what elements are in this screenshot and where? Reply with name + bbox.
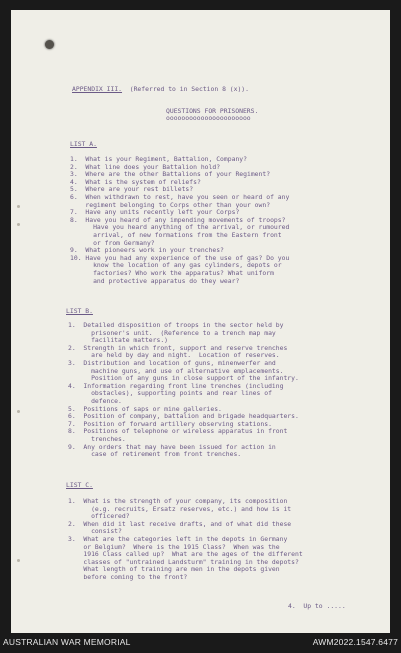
document-page: [11, 10, 390, 633]
appendix-heading: [72, 86, 249, 94]
list-b-label: LIST B.: [66, 307, 93, 315]
list-item: 8. Have you heard of any impending movements of troops? Have you heard anything of the arrival, or rumoured arrival, of new formations from the Eastern front or from Germany?: [70, 215, 290, 247]
list-item: 10. Have you had any experience of the use of gas? Do you know the location of any gas cylinders, depots or factories? Who work the apparatus? What uniform and protective apparatus do they wear?: [70, 253, 290, 285]
list-item: 9. What pioneers work in your trenches?: [70, 246, 224, 255]
footer-institution: AUSTRALIAN WAR MEMORIAL: [3, 637, 131, 647]
list-a: [70, 156, 289, 285]
list-item: 4. Information regarding front line trenches (including obstacles), supporting points and rear lines of defence.: [68, 381, 284, 405]
list-item: 7. Have any units recently left your Corps?: [70, 208, 240, 217]
list-item: 3. Distribution and location of guns, minenwerfer and machine guns, and use of alternative emplacements. Position of any guns in close support of the infantry.: [68, 358, 299, 383]
list-item: 5. Where are your rest billets?: [70, 185, 194, 194]
pin-icon: [45, 40, 54, 49]
document-title: QUESTIONS FOR PRISONERS.: [166, 107, 259, 115]
list-item: 6. When withdrawn to rest, have you seen or heard of any regiment belonging to Corps other than your own?: [70, 192, 290, 209]
footer-catalogue-number: AWM2022.1547.6477: [312, 637, 398, 647]
list-item: 5. Positions of saps or mine galleries.: [68, 404, 222, 413]
list-item: 2. What line does your Battalion hold?: [70, 162, 221, 171]
appendix-reference: (Referred to in Section 8 (x)).: [129, 85, 250, 93]
list-item: 2. When did it last receive drafts, and of what did these consist?: [68, 519, 292, 536]
list-item: 1. Detailed disposition of troops in the sector held by prisoner's unit. (Reference to a trench map may facilitate matters.): [68, 321, 284, 345]
title-rule: oooooooooooooooooooooo: [166, 114, 251, 122]
list-item: 3. What are the categories left in the depots in Germany or Belgium? Where is the 1915 Class? When was the 1916 Class called up? What are the ages of the different classes of "untrained Landsturm" training in the depots? What length of training are men in the depots given before coming to the front?: [68, 534, 303, 581]
list-item: 2. Strength in which front, support and reserve trenches are held by day and night. Location of reserves.: [68, 343, 288, 360]
list-item: 1. What is your Regiment, Battalion, Company?: [70, 155, 247, 163]
list-c: [68, 498, 303, 582]
list-c-label: LIST C.: [66, 481, 93, 489]
continuation-note: 4. Up to .....: [288, 602, 346, 610]
list-item: 6. Position of company, battalion and brigade headquarters.: [68, 412, 299, 421]
list-item: 3. Where are the other Battalions of your Regiment?: [70, 170, 271, 179]
list-a-label: LIST A.: [70, 140, 97, 148]
list-item: 1. What is the strength of your company, its composition (e.g. recruits, Ersatz reserves, etc.) and how is it officered?: [68, 497, 292, 521]
appendix-label: APPENDIX III.: [72, 85, 123, 93]
list-item: 9. Any orders that may have been issued for action in case of retirement from front trenches.: [68, 442, 276, 459]
list-item: 7. Position of forward artillery observing stations.: [68, 419, 272, 428]
list-item: 8. Positions of telephone or wireless apparatus in front trenches.: [68, 427, 288, 443]
list-item: 4. What is the system of reliefs?: [70, 177, 201, 186]
list-b: [68, 322, 299, 459]
